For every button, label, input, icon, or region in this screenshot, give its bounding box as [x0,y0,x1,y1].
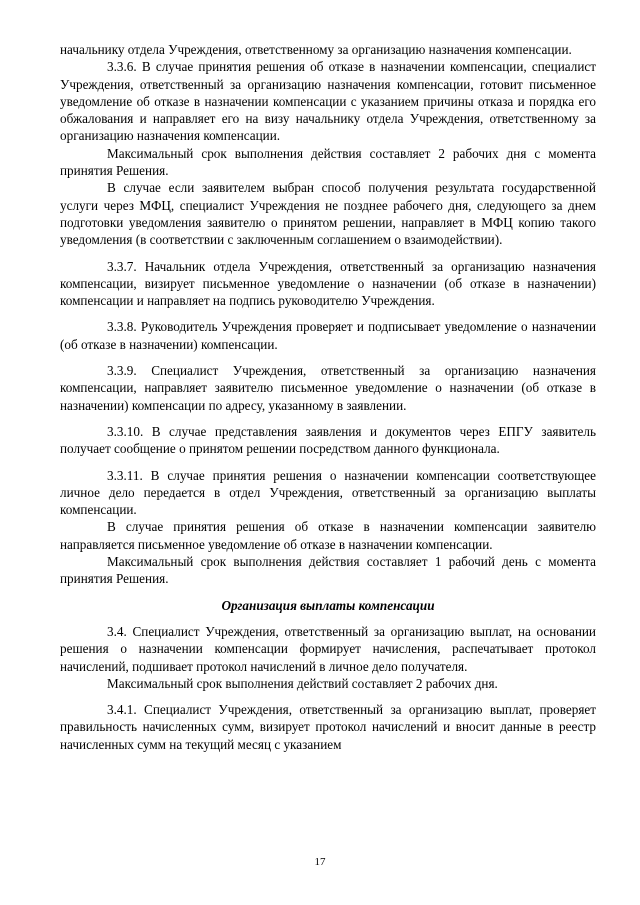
paragraph-mfc-delivery: В случае если заявителем выбран способ получения результата государственной услуги через МФЦ, специалист Учреждения не позднее рабочего дня, следующего за днем подготовки уведомления заявителю о принятом решении, направляет в МФЦ копию такого уведомления (в соответствии с заключенным соглашением о взаимодействии). [60,180,596,248]
paragraph-3-3-6: 3.3.6. В случае принятия решения об отказе в назначении компенсации, специалист Учреждения, ответственный за организацию назначения компенсации, готовит письменное уведомление об отказе в назначении компенсации с указанием причины отказа и порядка его обжалования и направляет его на визу начальнику отдела Учреждения, ответственному за организацию назначения компенсации. [60,59,596,144]
document-page [60,41,596,753]
paragraph-3-3-11: 3.3.11. В случае принятия решения о назначении компенсации соответствующее личное дело передается в отдел Учреждения, ответственный за организацию выплаты компенсации. [60,467,596,518]
paragraph-max-term-2-days-actions: Максимальный срок выполнения действий составляет 2 рабочих дня. [107,675,498,691]
paragraph-3-4: 3.4. Специалист Учреждения, ответственный за организацию выплат, на основании решения о назначении компенсации формирует начисления, распечатывает протокол начислений, подшивает протокол начислений в личное дело получателя. [60,623,596,674]
page-number: 17 [314,856,326,868]
paragraph-3-3-10: 3.3.10. В случае представления заявления и документов через ЕПГУ заявитель получает сообщение о принятом решении посредством данного функционала. [60,423,596,457]
paragraph-max-term-1-day: Максимальный срок выполнения действия составляет 1 рабочий день с момента принятия Решения. [60,554,596,587]
paragraph-3-3-8: 3.3.8. Руководитель Учреждения проверяет и подписывает уведомление о назначении (об отказе в назначении) компенсации. [60,319,596,352]
paragraph-3-3-7: 3.3.7. Начальник отдела Учреждения, ответственный за организацию назначения компенсации, визирует письменное уведомление о назначении (об отказе в назначении) компенсации и направляет на подпись руководителю Учреждения. [60,258,596,309]
paragraph-continuation: начальнику отдела Учреждения, ответственному за организацию назначения компенсации. [60,42,572,57]
paragraph-refusal-notice: В случае принятия решения об отказе в назначении компенсации заявителю направляется письменное уведомление об отказе в назначении компенсации. [60,519,596,552]
section-heading: Организация выплаты компенсации [221,597,435,613]
paragraph-max-term-2-days: Максимальный срок выполнения действия составляет 2 рабочих дня с момента принятия Решения. [60,145,596,179]
paragraph-3-4-1: 3.4.1. Специалист Учреждения, ответственный за организацию выплат, проверяет правильность начисленных сумм, визирует протокол начислений и вносит данные в реестр начисленных сумм на текущий месяц с указанием [60,702,596,752]
paragraph-3-3-9: 3.3.9. Специалист Учреждения, ответственный за организацию назначения компенсации, направляет заявителю письменное уведомление о назначении (об отказе в назначении) компенсации по адресу, указанному в заявлении. [60,363,596,413]
